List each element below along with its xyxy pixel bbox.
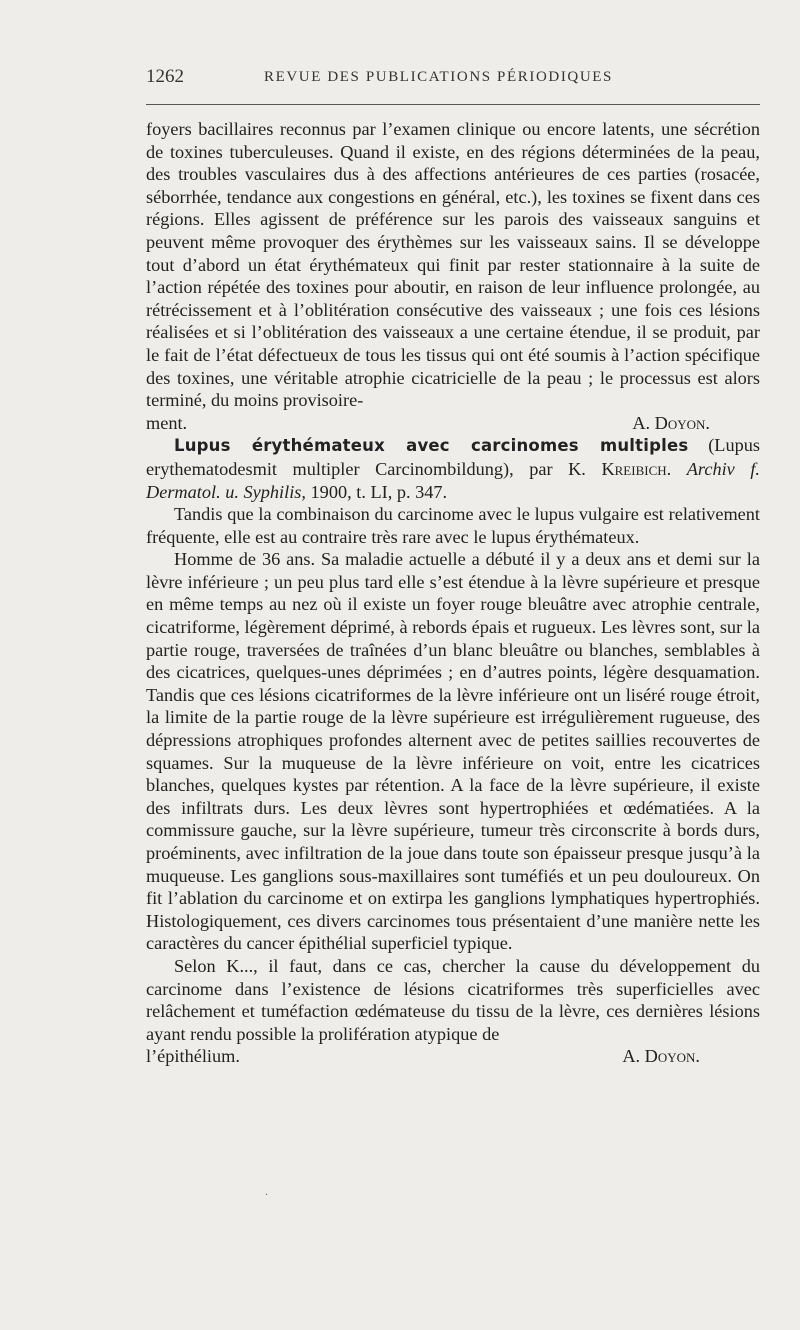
signature-line	[146, 412, 760, 435]
page-header	[146, 66, 760, 90]
paragraph-conclusion	[146, 955, 760, 1045]
journal-title: Archiv f. Dermatol. u. Syphilis,	[146, 458, 760, 502]
paragraph-combination: Tandis que la combinaison du carcinome avec le lupus vulgaire est relativement fréquente, elle est au contraire très rare avec le lupus érythémateux.	[146, 504, 760, 547]
author-initial: K.	[568, 458, 586, 479]
header-rule	[146, 104, 760, 105]
paragraph-last-word: ment.	[146, 412, 188, 433]
signature-line	[146, 1045, 760, 1068]
author-name: Kreibich	[601, 458, 667, 479]
paragraph-last-word: l’épithélium.	[146, 1046, 240, 1067]
author-signature: A. Doyon.	[632, 412, 710, 433]
paragraph-case-report: Homme de 36 ans. Sa maladie actuelle a débuté il y a deux ans et demi sur la lèvre inférieure ; un peu plus tard elle s’est étendue à la lèvre supérieure et presque en même temps au nez où il existe un foyer rouge bleuâtre avec atrophie centrale, cicatriforme, légèrement déprimé, à rebords épais et rugueux. Les lèvres sont, sur la partie rouge, traversées de traînées d’un blanc bleuâtre ou blanches, semblables à des cicatrices, quelques-unes déprimées ; en d’autres points, légère desquamation. Tandis que ces lésions cicatriformes de la lèvre inférieure ont un liséré rouge étroit, la limite de la partie rouge de la lèvre supérieure est irrégulièrement rugueuse, des dépressions atrophiques profondes alternent avec de petites saillies recouvertes de squames. Sur la muqueuse de la lèvre inférieure on voit, entre les cicatrices blanches, quelques kystes par rétention. A la face de la lèvre supérieure, il existe des infiltrats durs. Les deux lèvres sont hypertrophiées et œdématiées. A la commissure gauche, sur la lèvre supérieure, tumeur très circonscrite à bords durs, proéminents, avec infiltration de la joue dans toute son épaisseur presque jusqu’à la muqueuse. Les ganglions sous-maxillaires sont tuméfiés et un peu douloureux. On fit l’ablation du carcinome et on extirpa les ganglions lymphatiques hypertrophiés. Histologiquement, ces divers carcinomes tous présentaient d’une manière nette les caractères du cancer épithélial superficiel typique.	[146, 549, 760, 954]
article-body	[146, 118, 760, 1068]
citation-details: 1900, t. LI, p. 347.	[310, 481, 448, 502]
abstract-subtitle: (Lupus erythematodesmit multipler Carcinombildung), par	[146, 435, 760, 479]
paragraph-text: Selon K..., il faut, dans ce cas, chercher la cause du développement du carcinome dans l’existence de lésions cicatriformes très superficielles avec relâchement et tuméfaction œdémateuse du tissu de la lèvre, ces dernières lésions ayant rendu possible la prolifération atypique de	[146, 955, 760, 1044]
abstract-title: Lupus érythémateux avec carcinomes multiples	[174, 436, 689, 456]
abstract-heading: Lupus érythémateux avec carcinomes multiples (Lupus erythematodesmit multipler Carcinombildung), par K. Kreibich. Archiv f. Dermatol. u. Syphilis, 1900, t. LI, p. 347.	[146, 435, 760, 502]
paragraph-tuberculosis-toxins	[146, 118, 760, 412]
paragraph-text: foyers bacillaires reconnus par l’examen clinique ou encore latents, une sécrétion de toxines tuberculeuses. Quand il existe, en des régions déterminées de la peau, des troubles vasculaires dus à des affections antérieures de ces parties (rosacée, séborrhée, tendance aux congestions en général, etc.), les toxines se fixent dans ces régions. Elles agissent de préférence sur les parois des vaisseaux sanguins et peuvent même provoquer des érythèmes sur les vaisseaux sains. Il se développe tout d’abord un état érythémateux qui finit par rester stationnaire à la suite de l’action répétée des toxines pour aboutir, en raison de leur influence prolongée, au rétrécissement et à l’oblitération consécutive des vaisseaux ; une fois ces lésions réalisées et si l’oblitération des vaisseaux a une certaine étendue, il se produit, par le fait de l’état défectueux de tous les tissus qui ont été soumis à l’action spécifique des toxines, une véritable atrophie cicatricielle de la peau ; le processus est alors terminé, du moins provisoire-	[146, 119, 760, 411]
running-title: REVUE DES PUBLICATIONS PÉRIODIQUES	[264, 69, 613, 85]
author-signature: A. Doyon.	[622, 1046, 700, 1067]
ink-speck: ·	[265, 1190, 269, 1201]
page-number: 1262	[146, 66, 184, 87]
